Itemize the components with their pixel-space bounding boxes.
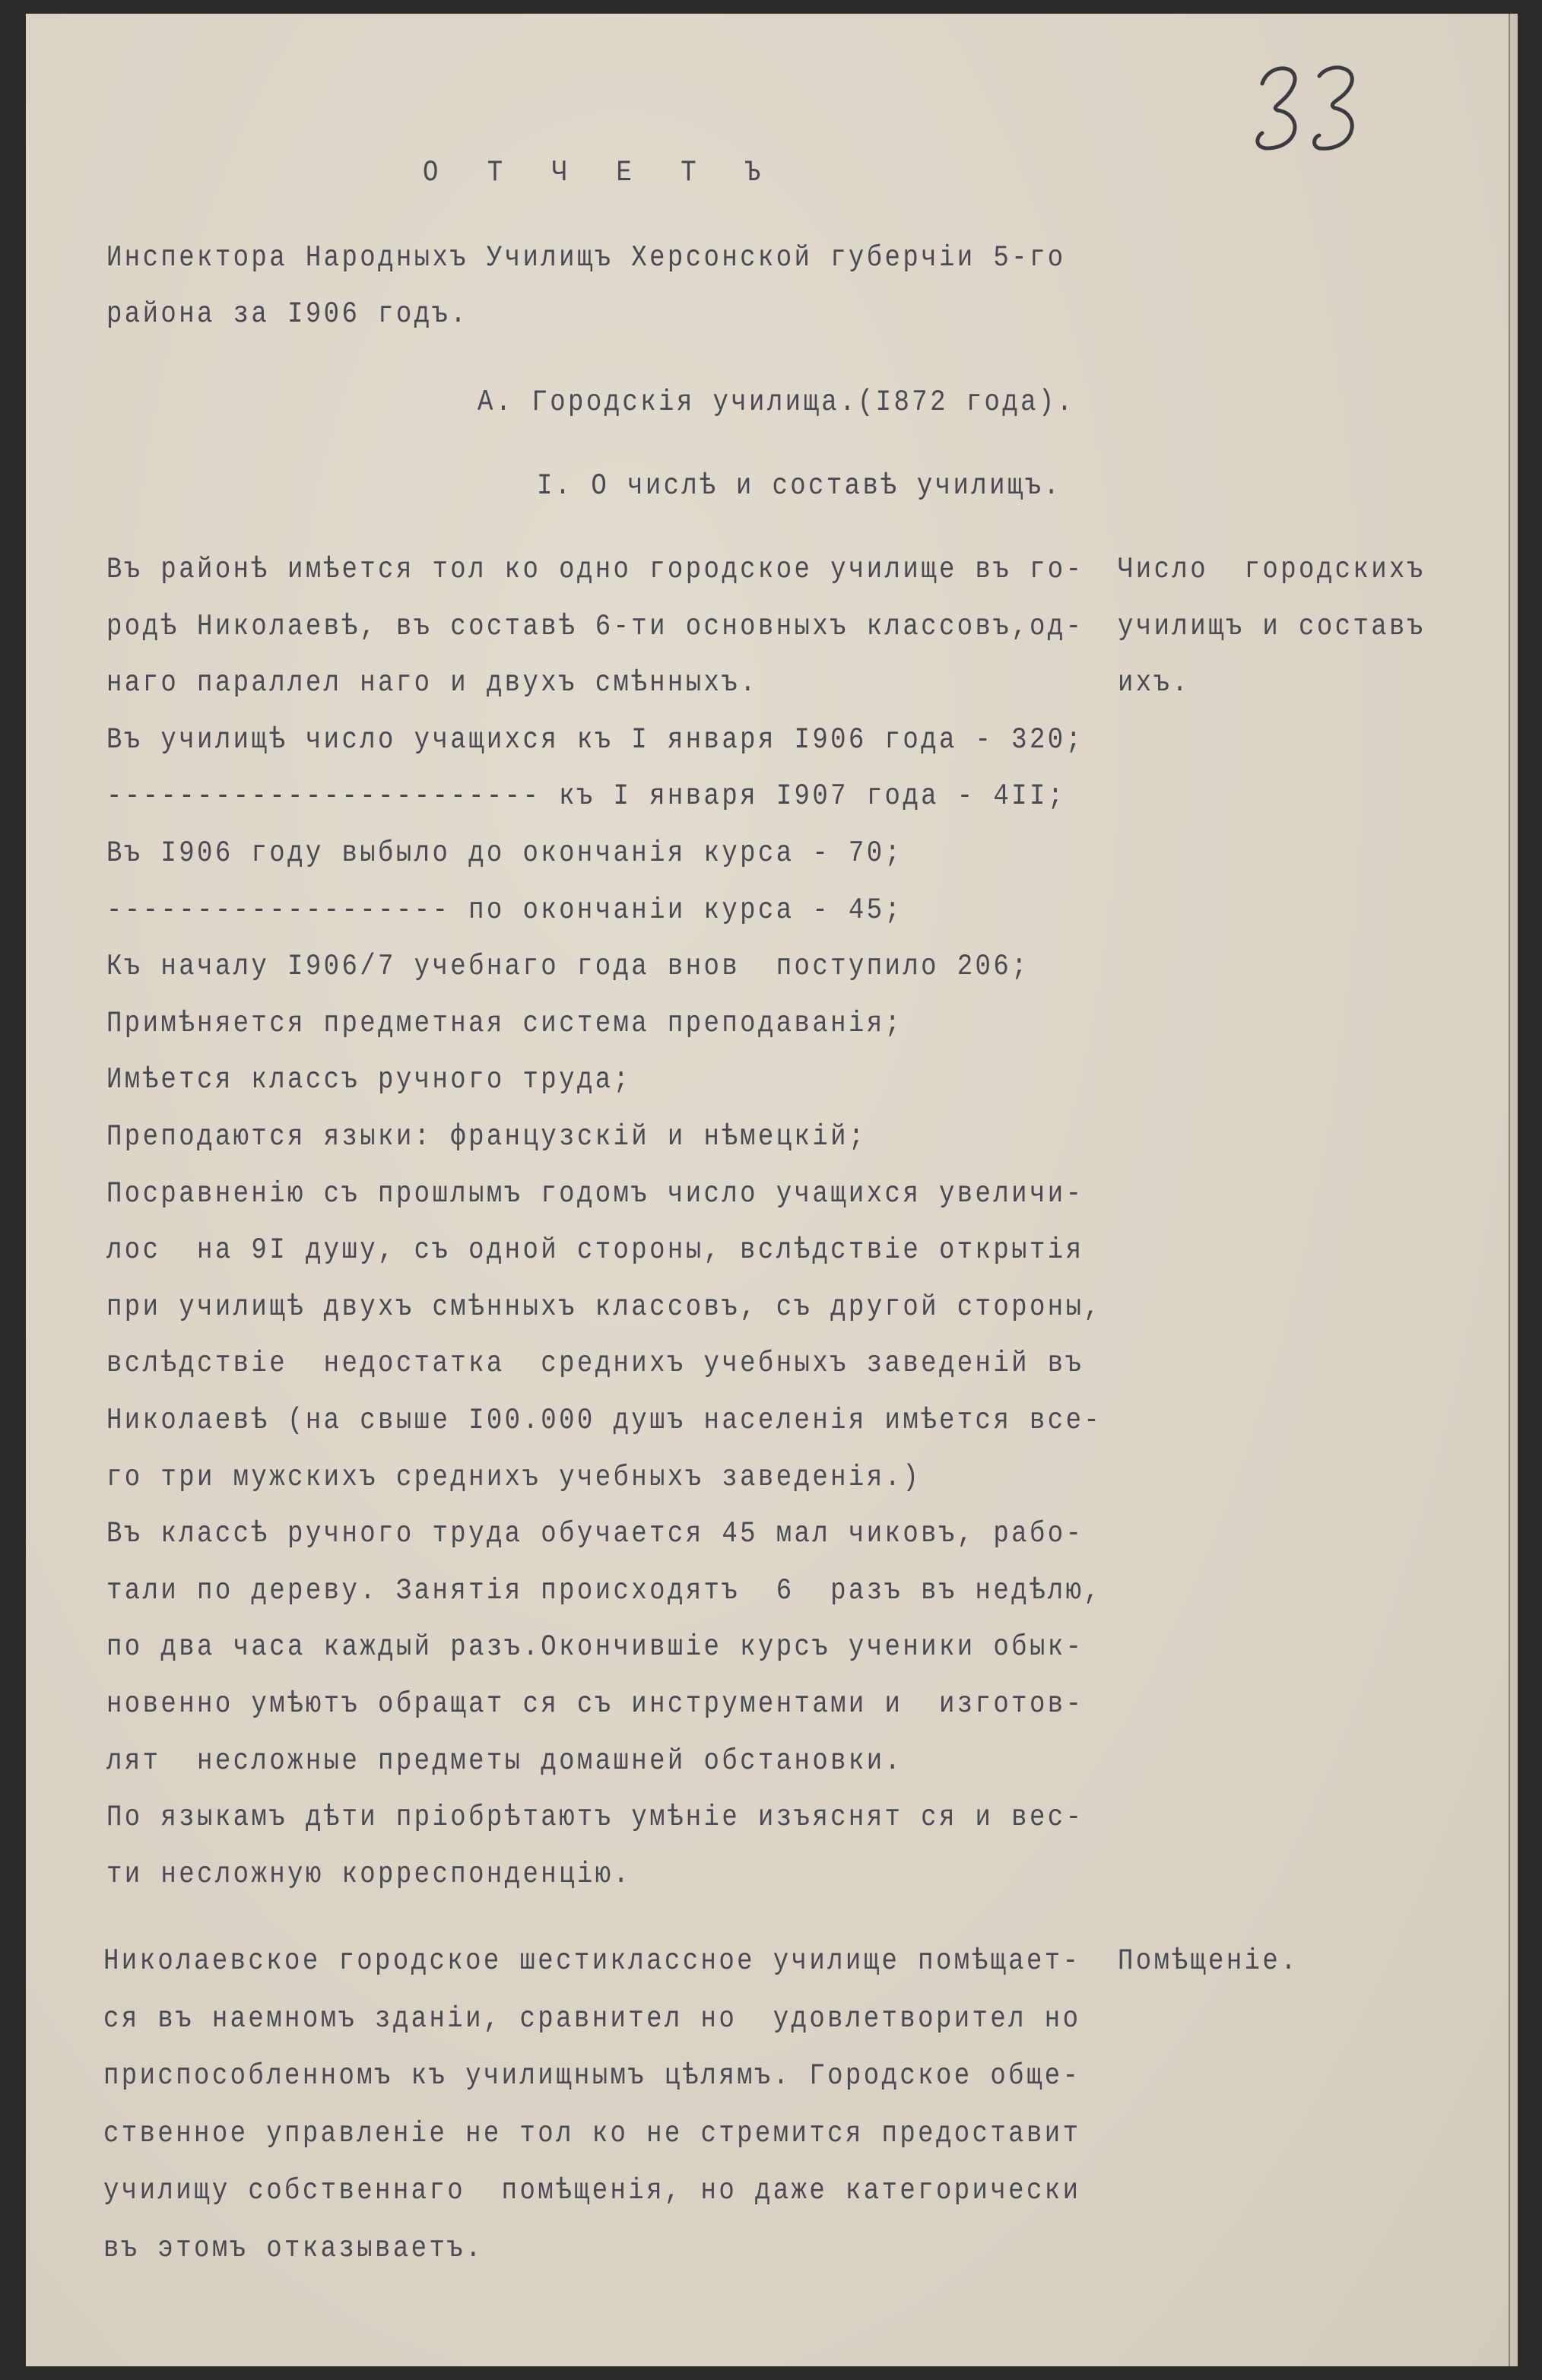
- page-edge: [1509, 14, 1518, 2366]
- body-line: Въ училищѣ число учащихся къ I января I906 года - 320;: [106, 723, 1084, 757]
- body-line: приспособленномъ къ училищнымъ цѣлямъ. Городское обще-: [103, 2060, 1081, 2093]
- body-line: родѣ Николаевѣ, въ составѣ 6-ти основныхъ классовъ,од-: [106, 610, 1084, 644]
- margin-note-line: Число городскихъ: [1118, 554, 1426, 587]
- body-line: Въ классѣ ручного труда обучается 45 мал чиковъ, рабо-: [106, 1518, 1084, 1552]
- body-line: Примѣняется предметная система преподаванія;: [106, 1007, 903, 1041]
- body-line: въ этомъ отказываетъ.: [103, 2232, 484, 2266]
- body-line: ------------------------ къ I января I907 года - 4II;: [106, 780, 1066, 814]
- document-title: О Т Ч Е Т Ъ: [423, 157, 778, 190]
- body-line: Въ районѣ имѣется тол ко одно городское училище въ го-: [106, 554, 1084, 587]
- body-line: Къ началу I906/7 учебнаго года внов поступило 206;: [106, 950, 1030, 985]
- body-line: Въ I906 году выбыло до окончанія курса - 70;: [106, 837, 903, 871]
- subtitle-line: Инспектора Народныхъ Училищъ Херсонской губерчіи 5-го: [106, 242, 1066, 275]
- body-line: по два часа каждый разъ.Окончившіе курсъ ученики обык-: [106, 1631, 1084, 1665]
- body-line: тали по дереву. Занятія происходятъ 6 разъ въ недѣлю,: [106, 1574, 1103, 1608]
- subsection-heading: I. О числѣ и составѣ училищъ.: [537, 470, 1062, 503]
- body-line: Посравненію съ прошлымъ годомъ число учащихся увеличи-: [106, 1177, 1084, 1211]
- body-line: ти несложную корреспонденцію.: [106, 1858, 632, 1892]
- body-line: ------------------- по окончаніи курса - 45;: [106, 893, 903, 928]
- body-line: училищу собственнаго помѣщенія, но даже категорически: [103, 2175, 1081, 2208]
- body-line: Преподаются языки: французскій и нѣмецкій;: [106, 1121, 867, 1154]
- body-line: го три мужскихъ среднихъ учебныхъ заведенія.): [106, 1461, 922, 1495]
- body-line: Имѣется классъ ручного труда;: [106, 1064, 632, 1098]
- margin-note-line: Помѣщеніе.: [1118, 1945, 1299, 1979]
- body-line: Николаевское городское шестиклассное училище помѣщает-: [103, 1945, 1081, 1979]
- body-line: новенно умѣютъ обращат ся съ инструментами и изготов-: [106, 1688, 1084, 1722]
- subtitle-line: района за I906 годъ.: [106, 298, 469, 332]
- body-line: Николаевѣ (на свыше I00.000 душъ населенія имѣется все-: [106, 1404, 1103, 1438]
- body-line: лос на 9I душу, съ одной стороны, вслѣдствіе открытія: [106, 1234, 1084, 1268]
- margin-note-line: ихъ.: [1118, 667, 1191, 701]
- handwritten-page-number: [1247, 53, 1376, 167]
- body-line: вслѣдствіе недостатка среднихъ учебныхъ заведеній въ: [106, 1347, 1084, 1382]
- body-line: ся въ наемномъ зданіи, сравнител но удовлетворител но: [103, 2002, 1081, 2036]
- body-line: лят несложные предметы домашней обстановки.: [106, 1744, 903, 1779]
- margin-note-line: училищъ и составъ: [1118, 610, 1426, 644]
- body-line: наго параллел наго и двухъ смѣнныхъ.: [106, 667, 758, 701]
- body-line: при училищѣ двухъ смѣнныхъ классовъ, съ другой стороны,: [106, 1290, 1103, 1325]
- section-heading: А. Городскія училища.(I872 года).: [478, 386, 1075, 420]
- body-line: По языкамъ дѣти пріобрѣтаютъ умѣніе изъяснят ся и вес-: [106, 1801, 1084, 1836]
- body-line: ственное управленіе не тол ко не стремится предоставит: [103, 2117, 1081, 2151]
